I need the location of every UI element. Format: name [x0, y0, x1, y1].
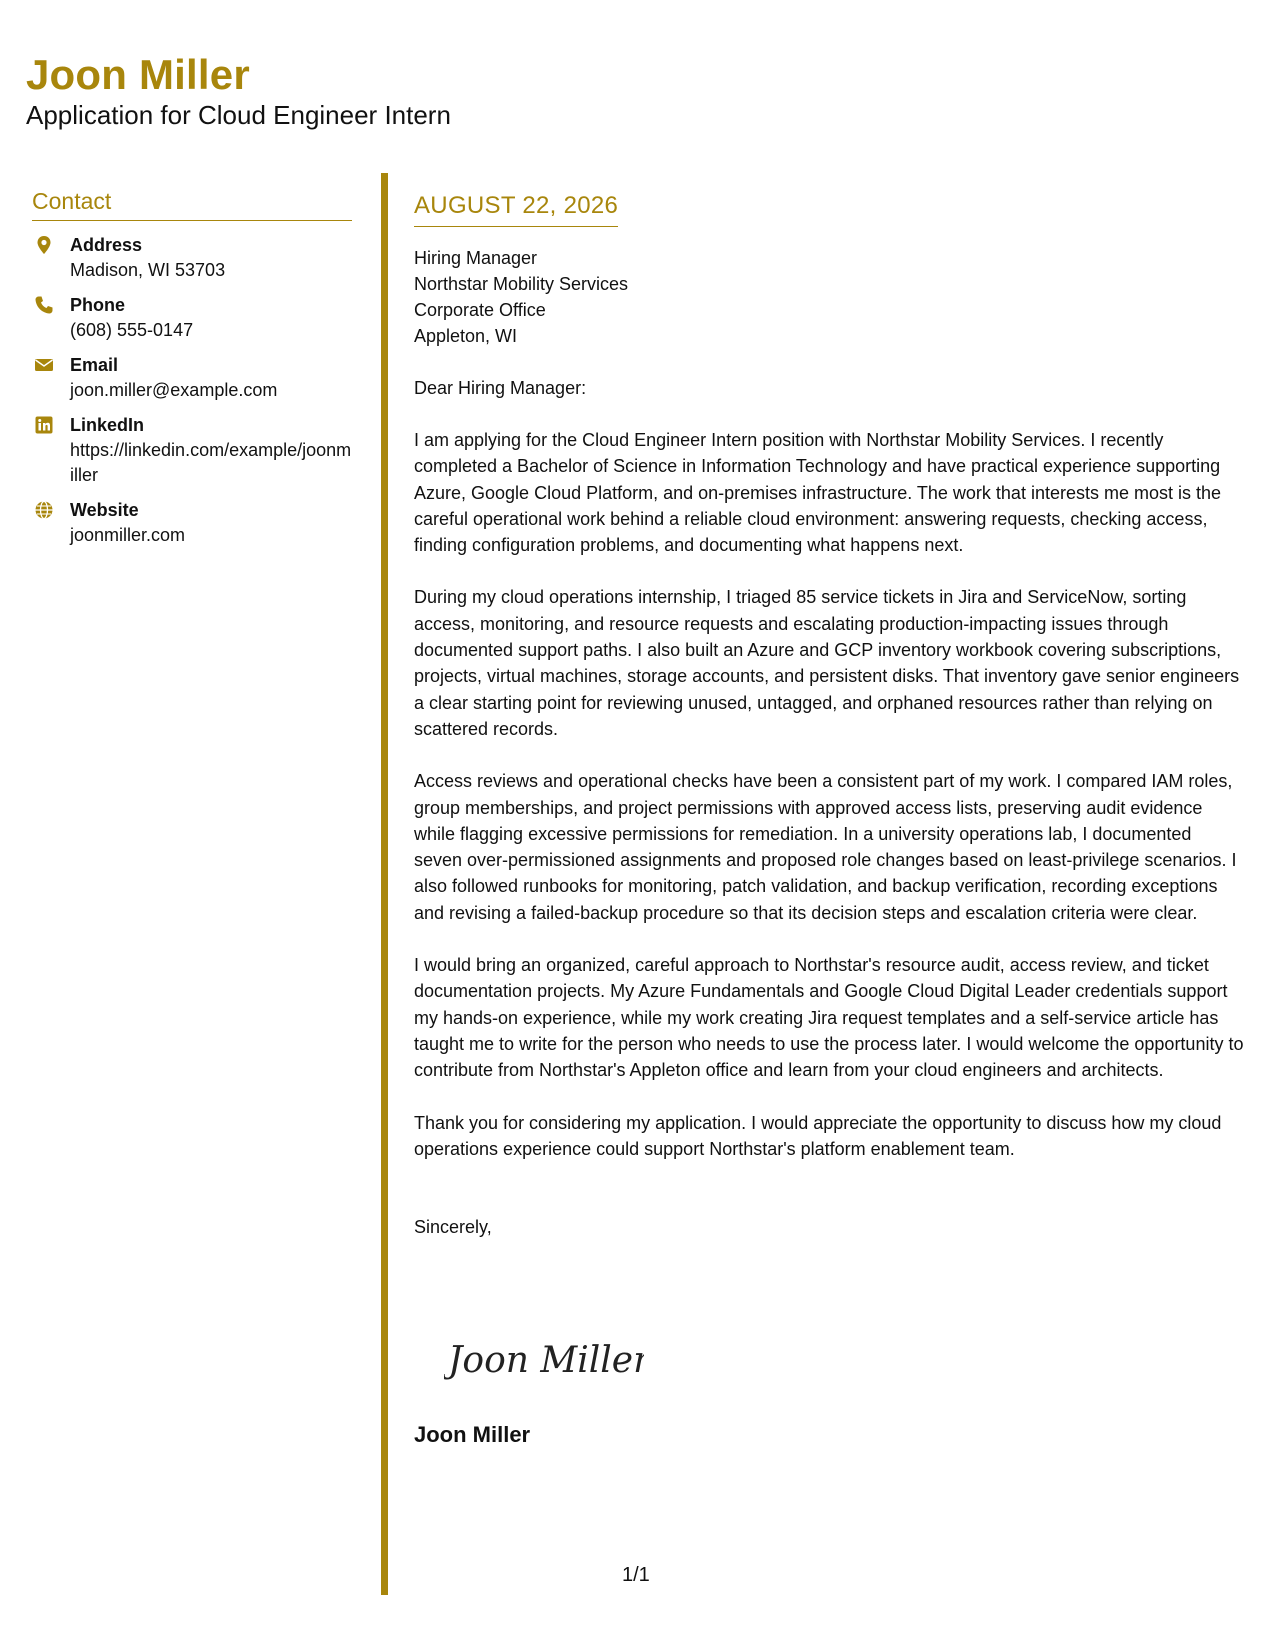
- contact-item-website: [32, 498, 352, 548]
- recipient-line: Northstar Mobility Services: [414, 274, 629, 294]
- linkedin-icon: [34, 415, 54, 435]
- contact-label: Website: [70, 500, 139, 520]
- contact-value: joon.miller@example.com: [70, 380, 278, 400]
- handwritten-signature: [444, 1330, 644, 1390]
- contact-label: Email: [70, 355, 119, 375]
- contact-item-linkedin: [32, 413, 352, 488]
- contact-item-email: [32, 353, 352, 403]
- closing: Sincerely,: [414, 1217, 492, 1238]
- letter-paragraph: Access reviews and operational checks have been a consistent part of my work. I compared IAM roles, group memberships, and project permissions with approved access lists, preserving audit evidence while flagging excessive permissions for remediation. In a university operations lab, I documented seven over-permissioned assignments and proposed role changes based on least-privilege scenarios. I also followed runbooks for monitoring, patch validation, and backup verification, recording exceptions and revising a failed-backup procedure so that its decision steps and escalation criteria were clear.: [414, 771, 1237, 923]
- header-name: Joon Miller: [26, 51, 250, 98]
- contact-label: Phone: [70, 295, 126, 315]
- contact-value[interactable]: https://linkedin.com/example/joonmiller: [70, 440, 352, 485]
- salutation: Dear Hiring Manager:: [414, 378, 587, 398]
- svg-text:Joon Miller: Joon Miller: [448, 1340, 644, 1381]
- letter-body: [414, 190, 1244, 1240]
- contact-item-address: [32, 233, 352, 283]
- recipient-line: Appleton, WI: [414, 326, 518, 346]
- contact-label: LinkedIn: [70, 415, 145, 435]
- envelope-icon: [34, 355, 54, 375]
- header-subtitle: Application for Cloud Engineer Intern: [26, 100, 451, 130]
- recipient-block: [414, 245, 1244, 349]
- letter-paragraph: I am applying for the Cloud Engineer Intern position with Northstar Mobility Services. I recently completed a Bachelor of Science in Information Technology and have practical experience supporting Azure, Google Cloud Platform, and on-premises infrastructure. The work that interests me most is the careful operational work behind a reliable cloud environment: answering requests, checking access, finding configuration problems, and documenting what happens next.: [414, 430, 1222, 556]
- signer-name: Joon Miller: [414, 1422, 531, 1447]
- column-divider: [381, 173, 388, 1595]
- recipient-line: Corporate Office: [414, 300, 546, 320]
- contact-heading: Contact: [32, 186, 352, 221]
- letter-paragraph: During my cloud operations internship, I triaged 85 service tickets in Jira and ServiceNow, sorting access, monitoring, and resource requests and escalating production-impacting issues through documented support paths. I also built an Azure and GCP inventory workbook covering subscriptions, projects, virtual machines, storage accounts, and persistent disks. That inventory gave senior engineers a clear starting point for reviewing unused, untagged, and orphaned resources rather than relying on scattered records.: [414, 587, 1240, 739]
- contact-label: Address: [70, 235, 143, 255]
- letter-paragraph: Thank you for considering my application. I would appreciate the opportunity to discuss how my cloud operations experience could support Northstar's platform enablement team.: [414, 1112, 1222, 1159]
- letter-paragraph: I would bring an organized, careful approach to Northstar's resource audit, access review, and ticket documentation projects. My Azure Fundamentals and Google Cloud Digital Leader credentials support my hands-on experience, while my work creating Jira request templates and a self-service article has taught me to write for the person who needs to use the process later. I would welcome the opportunity to contribute from Northstar's Appleton office and learn from your cloud engineers and architects.: [414, 955, 1244, 1081]
- globe-icon: [34, 500, 54, 520]
- location-pin-icon: [34, 235, 54, 255]
- contact-value: Madison, WI 53703: [70, 260, 226, 280]
- recipient-line: Hiring Manager: [414, 248, 538, 268]
- contact-item-phone: [32, 293, 352, 343]
- page-number: 1/1: [622, 1564, 650, 1586]
- contact-sidebar: [32, 186, 352, 548]
- contact-value: (608) 555-0147: [70, 320, 194, 340]
- phone-icon: [34, 295, 54, 315]
- contact-value[interactable]: joonmiller.com: [70, 525, 186, 545]
- letter-date: AUGUST 22, 2026: [414, 190, 618, 227]
